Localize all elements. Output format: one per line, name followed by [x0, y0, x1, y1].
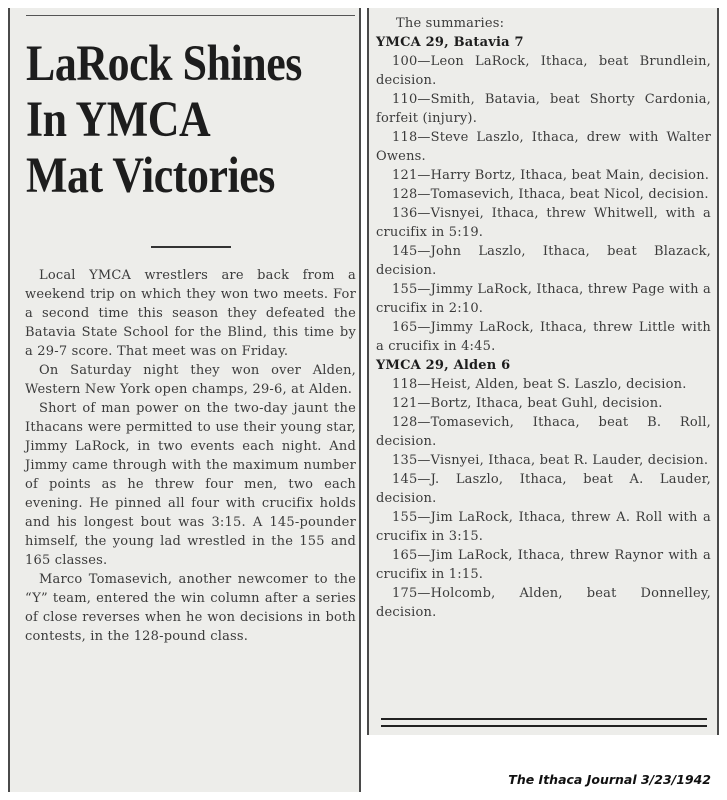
- headline-line: LaRock Shines: [26, 36, 302, 92]
- bout-result: 100—Leon LaRock, Ithaca, beat Brundlein, decision.: [376, 54, 711, 88]
- paragraph: Short of man power on the two-day jaunt the Ithacans were permitted to use their young star, Jimmy LaRock, in two events each night. And Jimmy came through with the maximum number of points as he threw four men, two each evening. He pinned all four with crucifix holds and his longest bout was 3:15. A 145-pounder himself, the young lad wrestled in the 155 and 165 classes.: [25, 401, 356, 568]
- bout-result: 110—Smith, Batavia, beat Shorty Cardonia, forfeit (injury).: [376, 92, 711, 126]
- bout-result: 145—J. Laszlo, Ithaca, beat A. Lauder, decision.: [376, 472, 711, 506]
- bout-result: 136—Visnyei, Ithaca, threw Whitwell, with a crucifix in 5:19.: [376, 206, 711, 240]
- bout-result: 155—Jimmy LaRock, Ithaca, threw Page with a crucifix in 2:10.: [376, 282, 711, 316]
- summaries-intro: The summaries:: [396, 16, 505, 31]
- paragraph: Local YMCA wrestlers are back from a weekend trip on which they won two meets. For a second time this season they defeated the Batavia State School for the Blind, this time by a 29-7 score. That meet was on Friday.: [25, 268, 356, 359]
- column-rule-right: [717, 8, 719, 735]
- bout-result: 165—Jimmy LaRock, Ithaca, threw Little with a crucifix in 4:45.: [376, 320, 711, 354]
- bout-result: 145—John Laszlo, Ithaca, beat Blazack, decision.: [376, 244, 711, 278]
- headline: [26, 36, 314, 204]
- bout-result: 135—Visnyei, Ithaca, beat R. Lauder, decision.: [392, 453, 709, 468]
- paragraph: On Saturday night they won over Alden, Western New York open champs, 29-6, at Alden.: [25, 363, 356, 397]
- headline-divider: [151, 246, 231, 248]
- source-caption: The Ithaca Journal 3/23/1942: [508, 772, 711, 787]
- article-clipping: [8, 8, 361, 792]
- top-rule: [26, 15, 355, 16]
- article-body: [25, 266, 356, 646]
- summaries: [376, 14, 711, 622]
- bout-result: 118—Heist, Alden, beat S. Laszlo, decision.: [392, 377, 687, 392]
- meet-score: YMCA 29, Alden 6: [376, 358, 511, 373]
- column-rule-right: [359, 8, 361, 792]
- bout-result: 155—Jim LaRock, Ithaca, threw A. Roll with a crucifix in 3:15.: [376, 510, 711, 544]
- bout-result: 175—Holcomb, Alden, beat Donnelley, decision.: [376, 586, 711, 620]
- bout-result: 121—Harry Bortz, Ithaca, beat Main, decision.: [392, 168, 710, 183]
- summaries-clipping: [367, 8, 719, 735]
- bout-result: 121—Bortz, Ithaca, beat Guhl, decision.: [392, 396, 663, 411]
- bout-result: 128—Tomasevich, Ithaca, beat B. Roll, decision.: [376, 415, 711, 449]
- column-rule-left: [8, 8, 10, 792]
- headline-line: Mat Victories: [26, 148, 275, 204]
- paragraph: Marco Tomasevich, another newcomer to the “Y” team, entered the win column after a series of close reverses when he won decisions in both contests, in the 128-pound class.: [25, 572, 356, 644]
- column-rule-left: [367, 8, 369, 735]
- headline-line: In YMCA: [26, 92, 211, 148]
- bout-result: 118—Steve Laszlo, Ithaca, drew with Walter Owens.: [376, 130, 711, 164]
- end-double-rule: [381, 718, 707, 727]
- bout-result: 165—Jim LaRock, Ithaca, threw Raynor with a crucifix in 1:15.: [376, 548, 711, 582]
- bout-result: 128—Tomasevich, Ithaca, beat Nicol, decision.: [392, 187, 709, 202]
- meet-score: YMCA 29, Batavia 7: [376, 35, 524, 50]
